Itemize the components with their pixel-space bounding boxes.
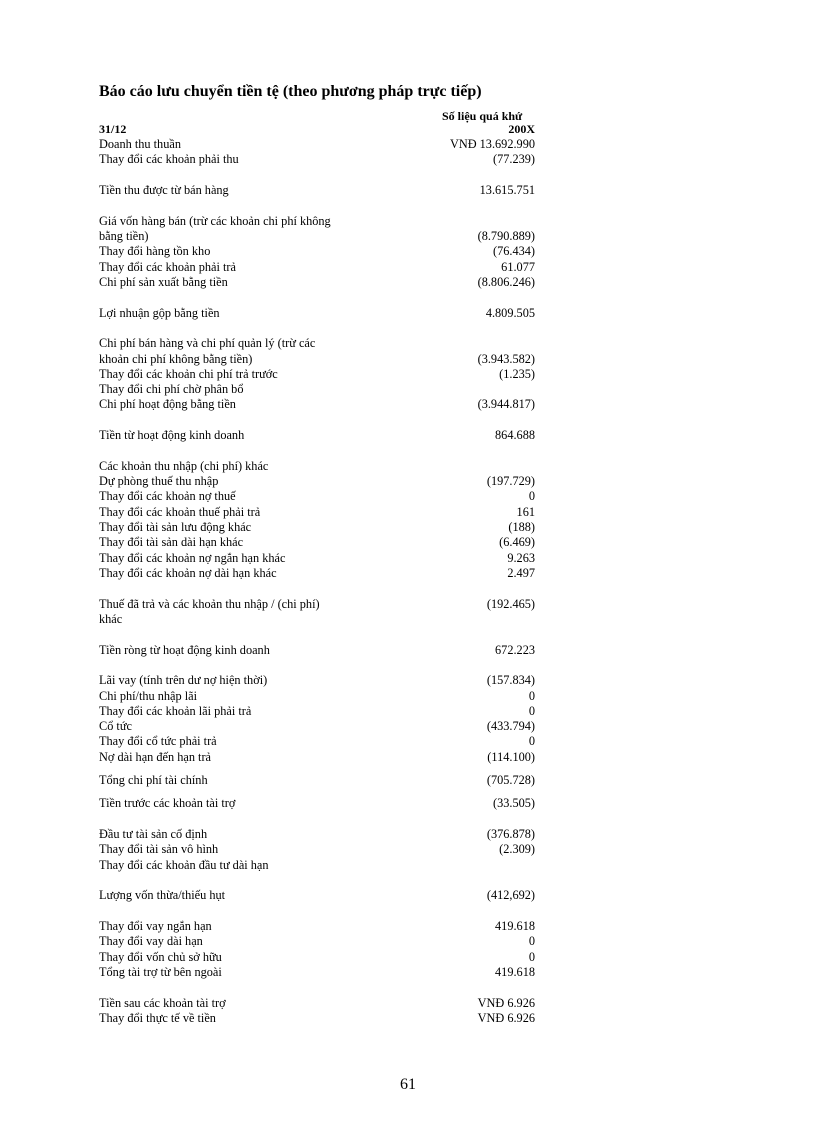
row-value: VNĐ 6.926: [477, 1010, 535, 1025]
row-label: Thay đổi hàng tồn kho: [99, 244, 211, 259]
table-row: [99, 965, 535, 980]
row-label: Thay đổi các khoản nợ thuế: [99, 489, 236, 504]
row-label: Thuế đã trả và các khoản thu nhập / (chi phí): [99, 596, 320, 611]
row-value: (412,692): [486, 888, 535, 903]
row-value: (3.943.582): [477, 351, 535, 366]
table-row: [99, 489, 535, 504]
table-row: [99, 1011, 535, 1026]
row-label: khác: [99, 611, 123, 626]
row-label: Thay đổi tài sản lưu động khác: [99, 519, 252, 534]
row-label: Thay đổi các khoản lãi phải trả: [99, 703, 252, 718]
row-label: Tổng chi phí tài chính: [99, 773, 208, 788]
row-value: (6.469): [499, 535, 535, 550]
table-row: [99, 367, 535, 382]
row-label: Thay đổi các khoản phải trả: [99, 259, 236, 274]
table-row: [99, 842, 535, 857]
column-header-line1: Số liệu quá khứ: [442, 109, 523, 123]
row-label: Thay đổi các khoản phải thu: [99, 152, 239, 167]
table-row: [99, 996, 535, 1011]
row-value: (433.794): [486, 719, 535, 734]
row-label: Tiền sau các khoản tài trợ: [99, 995, 226, 1010]
row-value: (3.944.817): [477, 397, 535, 412]
row-label: bằng tiền): [99, 228, 149, 243]
column-header-line2: 200X: [508, 122, 535, 136]
row-label: Các khoản thu nhập (chi phí) khác: [99, 458, 269, 473]
table-row: [99, 643, 535, 658]
table-row: [99, 260, 535, 275]
row-label: Tiền ròng từ hoạt động kinh doanh: [99, 642, 270, 657]
row-value: (188): [508, 519, 535, 534]
table-row: [99, 352, 535, 367]
table-row: [99, 950, 535, 965]
table-row: [99, 919, 535, 934]
table-row: [99, 183, 535, 198]
row-value: 419.618: [495, 918, 535, 933]
row-label: Tổng tài trợ từ bên ngoài: [99, 964, 222, 979]
table-row: [99, 275, 535, 290]
table-row: [99, 719, 535, 734]
table-row: [99, 888, 535, 903]
table-row: [99, 459, 535, 474]
row-value: (8.790.889): [477, 228, 535, 243]
row-value: 864.688: [495, 428, 535, 443]
row-value: 61.077: [501, 259, 535, 274]
row-value: (114.100): [487, 749, 535, 764]
row-label: Giá vốn hàng bán (trừ các khoản chi phí không: [99, 213, 331, 228]
table-row: [99, 137, 535, 152]
row-label: Thay đổi các khoản đầu tư dài hạn: [99, 857, 269, 872]
row-label: Thay đổi các khoản nợ dài hạn khác: [99, 565, 277, 580]
row-value: 0: [528, 734, 535, 749]
row-value: (33.505): [492, 796, 535, 811]
row-label: Thay đổi thực tế về tiền: [99, 1010, 216, 1025]
table-row: [99, 244, 535, 259]
report-title: Báo cáo lưu chuyển tiền tệ (theo phương pháp trực tiếp): [99, 83, 482, 100]
row-label: Đầu tư tài sản cố định: [99, 827, 208, 841]
table-row: [99, 934, 535, 949]
row-value: (8.806.246): [477, 274, 535, 289]
table-row: [99, 827, 535, 842]
table-row: [99, 773, 535, 788]
row-value: (77.239): [492, 152, 535, 167]
row-value: VNĐ 13.692.990: [449, 137, 535, 151]
row-value: 4.809.505: [485, 305, 535, 320]
row-label: Thay đổi tài sản dài hạn khác: [99, 535, 244, 550]
table-row: [99, 796, 535, 811]
table-row: [99, 612, 535, 627]
row-value: 0: [528, 934, 535, 949]
row-label: Thay đổi các khoản thuế phải trả: [99, 504, 261, 519]
row-label: Lợi nhuận gộp bằng tiền: [99, 305, 220, 320]
row-value: 0: [528, 489, 535, 504]
page-number: 61: [400, 1076, 416, 1093]
row-label: Nợ dài hạn đến hạn trả: [99, 749, 212, 764]
table-row: [99, 689, 535, 704]
table-row: [99, 704, 535, 719]
table-row: [99, 336, 535, 351]
table-row: [99, 152, 535, 167]
row-label: Lãi vay (tính trên dư nợ hiện thời): [99, 673, 268, 688]
row-label: Dự phòng thuế thu nhập: [99, 474, 219, 489]
table-row: [99, 428, 535, 443]
period-label: 31/12: [99, 122, 127, 136]
table-row: [99, 551, 535, 566]
row-value: (76.434): [492, 244, 535, 259]
table-row: [99, 597, 535, 612]
table-row: [99, 673, 535, 688]
row-value: (2.309): [499, 842, 535, 857]
row-label: Thay đổi vay ngắn hạn: [99, 918, 212, 933]
row-value: (197.729): [486, 474, 535, 489]
row-label: Chi phí sản xuất bằng tiền: [99, 274, 228, 289]
row-value: 161: [516, 504, 535, 519]
row-label: Lượng vốn thừa/thiếu hụt: [99, 888, 226, 903]
table-row: [99, 535, 535, 550]
row-label: Tiền thu được từ bán hàng: [99, 182, 229, 197]
row-value: 9.263: [507, 550, 535, 565]
row-label: Tiền trước các khoản tài trợ: [99, 796, 236, 811]
row-value: 0: [528, 949, 535, 964]
table-row: [99, 382, 535, 397]
row-label: Cổ tức: [99, 719, 132, 734]
table-row: [99, 566, 535, 581]
row-label: Tiền từ hoạt động kinh doanh: [99, 428, 245, 443]
row-label: Thay đổi chi phí chờ phân bổ: [99, 382, 244, 397]
row-value: (1.235): [499, 366, 535, 381]
row-label: Thay đổi các khoản chi phí trả trước: [99, 366, 278, 381]
table-row: [99, 474, 535, 489]
table-row: [99, 229, 535, 244]
row-value: (376.878): [486, 827, 535, 841]
cash-flow-table: [99, 137, 535, 1026]
row-value: VNĐ 6.926: [477, 995, 535, 1010]
row-value: 0: [528, 703, 535, 718]
row-value: 2.497: [507, 565, 535, 580]
row-label: Thay đổi tài sản vô hình: [99, 842, 219, 857]
row-label: khoản chi phí không bằng tiền): [99, 351, 253, 366]
row-value: 419.618: [495, 964, 535, 979]
row-label: Doanh thu thuần: [99, 137, 181, 151]
row-value: 13.615.751: [479, 182, 535, 197]
row-value: (192.465): [486, 596, 535, 611]
row-label: Thay đổi các khoản nợ ngắn hạn khác: [99, 550, 286, 565]
row-label: Chi phí bán hàng và chi phí quản lý (trừ các: [99, 336, 316, 351]
table-row: [99, 858, 535, 873]
table-row: [99, 734, 535, 749]
table-row: [99, 520, 535, 535]
table-row: [99, 306, 535, 321]
row-value: 672.223: [495, 642, 535, 657]
row-value: 0: [528, 688, 535, 703]
table-row: [99, 397, 535, 412]
table-row: [99, 214, 535, 229]
row-label: Chi phí/thu nhập lãi: [99, 688, 198, 703]
row-label: Thay đổi vay dài hạn: [99, 934, 203, 949]
row-value: (157.834): [486, 673, 535, 688]
table-row: [99, 750, 535, 765]
row-value: (705.728): [486, 773, 535, 788]
row-label: Thay đổi vốn chủ sở hữu: [99, 949, 222, 964]
table-row: [99, 505, 535, 520]
row-label: Chi phí hoạt động bằng tiền: [99, 397, 236, 412]
row-label: Thay đổi cổ tức phải trả: [99, 734, 217, 749]
